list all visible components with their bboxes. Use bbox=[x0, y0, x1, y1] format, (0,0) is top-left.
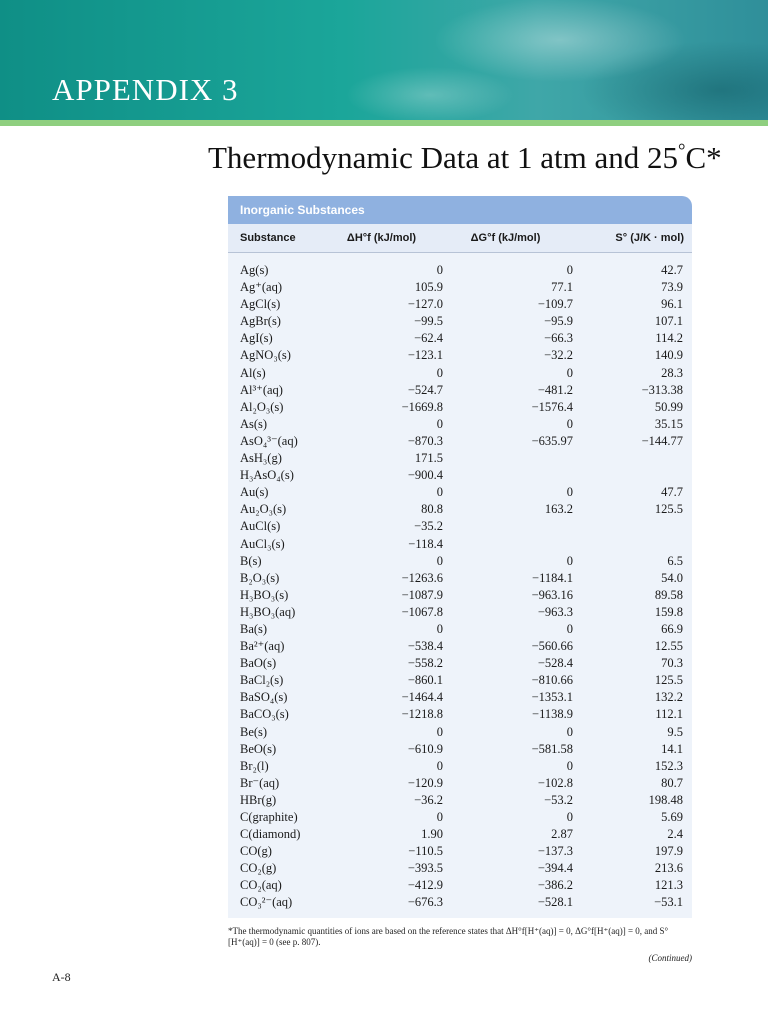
cell-entropy: 80.7 bbox=[661, 775, 683, 790]
cell-entropy: 159.8 bbox=[654, 604, 683, 619]
cell-entropy: 70.3 bbox=[661, 656, 683, 671]
cell-substance: BaO(s) bbox=[240, 656, 277, 671]
cell-enthalpy: −36.2 bbox=[414, 792, 443, 807]
cell-gibbs: 0 bbox=[566, 416, 573, 431]
cell-substance: Au(s) bbox=[240, 485, 269, 500]
cell-gibbs: −66.3 bbox=[544, 331, 573, 346]
col-header-gibbs: ΔG°f (kJ/mol) bbox=[470, 232, 541, 244]
cell-enthalpy: 0 bbox=[436, 263, 443, 277]
cell-substance: Be(s) bbox=[240, 724, 268, 739]
table-row bbox=[228, 621, 692, 638]
cell-entropy: 2.4 bbox=[667, 827, 683, 842]
cell-gibbs: −1576.4 bbox=[531, 399, 573, 414]
cell-enthalpy: −393.5 bbox=[407, 861, 443, 876]
cell-enthalpy: −870.3 bbox=[407, 433, 443, 448]
cell-gibbs bbox=[443, 518, 573, 535]
cell-substance: B(s) bbox=[240, 553, 262, 568]
table-row bbox=[228, 724, 692, 741]
cell-gibbs: −528.4 bbox=[537, 656, 573, 671]
cell-entropy: 96.1 bbox=[661, 297, 683, 312]
cell-gibbs: −102.8 bbox=[537, 775, 573, 790]
cell-enthalpy: 105.9 bbox=[414, 280, 443, 295]
cell-gibbs: 0 bbox=[566, 365, 573, 380]
table-row bbox=[228, 672, 692, 689]
cell-substance: BaCO₃(s) bbox=[240, 707, 289, 722]
cell-gibbs: −560.66 bbox=[531, 639, 573, 654]
cell-entropy: −313.38 bbox=[641, 382, 683, 397]
cell-substance: BaSO₄(s) bbox=[240, 690, 288, 705]
table-row bbox=[228, 689, 692, 706]
footnote: *The thermodynamic quantities of ions are based on the reference states that ΔH°f[H⁺(aq)] = 0, ΔG°f[H⁺(aq)] = 0, and S°[H⁺(aq)] = 0 (see p. 807). bbox=[228, 926, 669, 947]
cell-gibbs bbox=[443, 467, 573, 484]
cell-substance: H₃AsO₄(s) bbox=[240, 468, 294, 483]
table-row bbox=[228, 330, 692, 347]
table-row bbox=[228, 347, 692, 364]
cell-substance: Br⁻(aq) bbox=[240, 775, 280, 790]
cell-gibbs: −581.58 bbox=[531, 741, 573, 756]
cell-substance: AsO₄³⁻(aq) bbox=[240, 433, 298, 448]
cell-entropy: 54.0 bbox=[661, 570, 683, 585]
cell-gibbs: −394.4 bbox=[537, 861, 573, 876]
cell-entropy: 14.1 bbox=[661, 741, 683, 756]
cell-gibbs bbox=[443, 450, 573, 467]
cell-enthalpy: −1669.8 bbox=[401, 399, 443, 414]
cell-enthalpy: 0 bbox=[436, 810, 443, 824]
table-row bbox=[228, 262, 692, 279]
cell-enthalpy: −99.5 bbox=[414, 314, 443, 329]
cell-enthalpy: 80.8 bbox=[421, 502, 443, 517]
section-header: Inorganic Substances bbox=[228, 196, 692, 224]
cell-substance: CO₂(aq) bbox=[240, 878, 282, 893]
cell-enthalpy: −524.7 bbox=[407, 382, 443, 397]
table-row bbox=[228, 279, 692, 296]
cell-substance: Ag⁺(aq) bbox=[240, 280, 282, 295]
cell-enthalpy: −538.4 bbox=[407, 639, 443, 654]
thermo-table bbox=[228, 196, 692, 918]
cell-entropy: 50.99 bbox=[654, 399, 683, 414]
column-headers bbox=[228, 224, 692, 253]
cell-gibbs: 2.87 bbox=[551, 827, 573, 842]
cell-entropy: −53.1 bbox=[654, 895, 683, 910]
cell-entropy: 125.5 bbox=[654, 673, 683, 688]
cell-enthalpy: 0 bbox=[436, 485, 443, 500]
cell-gibbs: −53.2 bbox=[544, 792, 573, 807]
banner-stripe bbox=[0, 120, 768, 126]
cell-substance: BaCl₂(s) bbox=[240, 673, 284, 688]
cell-gibbs: 0 bbox=[566, 485, 573, 500]
cell-entropy: 197.9 bbox=[654, 844, 683, 859]
cell-enthalpy: −412.9 bbox=[407, 878, 443, 893]
cell-gibbs bbox=[443, 536, 573, 553]
cell-enthalpy: −110.5 bbox=[408, 844, 443, 859]
table-row bbox=[228, 501, 692, 518]
table-body bbox=[228, 253, 692, 918]
col-header-enthalpy: ΔH°f (kJ/mol) bbox=[346, 232, 417, 244]
cell-enthalpy: −118.4 bbox=[408, 536, 443, 551]
cell-entropy: 89.58 bbox=[654, 587, 683, 602]
cell-enthalpy: −1087.9 bbox=[401, 587, 443, 602]
cell-gibbs: 163.2 bbox=[544, 502, 573, 517]
cell-gibbs: −32.2 bbox=[544, 348, 573, 363]
cell-substance: HBr(g) bbox=[240, 792, 277, 807]
cell-entropy: 5.69 bbox=[661, 810, 683, 824]
cell-substance: Al₂O₃(s) bbox=[240, 399, 284, 414]
cell-gibbs: −386.2 bbox=[537, 878, 573, 893]
cell-entropy: 132.2 bbox=[654, 690, 683, 705]
cell-entropy: 9.5 bbox=[667, 724, 683, 739]
cell-substance: C(graphite) bbox=[240, 810, 298, 824]
cell-entropy: 114.2 bbox=[655, 331, 683, 346]
cell-enthalpy: −610.9 bbox=[407, 741, 443, 756]
cell-enthalpy: 0 bbox=[436, 416, 443, 431]
table-row bbox=[228, 894, 692, 911]
cell-substance: C(diamond) bbox=[240, 827, 301, 842]
cell-substance: CO₃²⁻(aq) bbox=[240, 895, 293, 910]
cell-gibbs: 0 bbox=[566, 263, 573, 277]
cell-substance: BeO(s) bbox=[240, 741, 277, 756]
cell-enthalpy: −1263.6 bbox=[401, 570, 443, 585]
table-row bbox=[228, 655, 692, 672]
cell-enthalpy: 0 bbox=[436, 621, 443, 636]
cell-substance: AgNO₃(s) bbox=[240, 348, 291, 363]
cell-entropy: 6.5 bbox=[667, 553, 683, 568]
cell-gibbs: 0 bbox=[566, 553, 573, 568]
cell-substance: Au₂O₃(s) bbox=[240, 502, 287, 517]
table-row bbox=[228, 536, 692, 553]
cell-substance: Al(s) bbox=[240, 365, 266, 380]
cell-enthalpy: −123.1 bbox=[407, 348, 443, 363]
cell-substance: AuCl(s) bbox=[240, 519, 281, 534]
cell-gibbs: −1138.9 bbox=[532, 707, 573, 722]
cell-entropy bbox=[573, 518, 683, 535]
cell-entropy: 125.5 bbox=[654, 502, 683, 517]
table-row bbox=[228, 706, 692, 723]
cell-substance: B₂O₃(s) bbox=[240, 570, 280, 585]
cell-enthalpy: −1464.4 bbox=[401, 690, 443, 705]
cell-substance: AgBr(s) bbox=[240, 314, 281, 329]
cell-gibbs: −963.3 bbox=[537, 604, 573, 619]
cell-enthalpy: −62.4 bbox=[414, 331, 443, 346]
cell-entropy: 66.9 bbox=[661, 621, 683, 636]
cell-substance: AgI(s) bbox=[240, 331, 273, 346]
cell-entropy: 140.9 bbox=[654, 348, 683, 363]
table-row bbox=[228, 365, 692, 382]
cell-gibbs: 0 bbox=[566, 758, 573, 773]
table-row bbox=[228, 877, 692, 894]
cell-entropy: 107.1 bbox=[654, 314, 683, 329]
cell-entropy bbox=[573, 467, 683, 484]
cell-gibbs: 0 bbox=[566, 810, 573, 824]
cell-entropy: 42.7 bbox=[661, 263, 683, 277]
cell-substance: H₃BO₃(s) bbox=[240, 587, 289, 602]
table-row bbox=[228, 313, 692, 330]
cell-entropy bbox=[573, 450, 683, 467]
table-row bbox=[228, 741, 692, 758]
page-title: Thermodynamic Data at 1 atm and 25°C* bbox=[208, 140, 722, 175]
cell-substance: Ba²⁺(aq) bbox=[240, 639, 285, 654]
table-row bbox=[228, 518, 692, 535]
table-row bbox=[228, 433, 692, 450]
cell-gibbs: −1184.1 bbox=[532, 570, 573, 585]
cell-gibbs: −109.7 bbox=[537, 297, 573, 312]
cell-gibbs: −1353.1 bbox=[531, 690, 573, 705]
table-row bbox=[228, 775, 692, 792]
cell-enthalpy: 0 bbox=[436, 724, 443, 739]
cell-enthalpy: −1067.8 bbox=[401, 604, 443, 619]
table-row bbox=[228, 792, 692, 809]
cell-enthalpy: −120.9 bbox=[407, 775, 443, 790]
cell-substance: CO₂(g) bbox=[240, 861, 277, 876]
table-row bbox=[228, 399, 692, 416]
cell-enthalpy: −558.2 bbox=[407, 656, 443, 671]
cell-gibbs: 0 bbox=[566, 621, 573, 636]
cell-enthalpy: 171.5 bbox=[414, 451, 443, 466]
cell-entropy: 121.3 bbox=[654, 878, 683, 893]
table-row bbox=[228, 570, 692, 587]
table-row bbox=[228, 553, 692, 570]
cell-enthalpy: −900.4 bbox=[407, 468, 443, 483]
cell-enthalpy: 1.90 bbox=[421, 827, 443, 842]
cell-substance: Al³⁺(aq) bbox=[240, 382, 283, 397]
cell-substance: H₃BO₃(aq) bbox=[240, 604, 296, 619]
cell-gibbs: 77.1 bbox=[551, 280, 573, 295]
cell-gibbs: −635.97 bbox=[531, 433, 573, 448]
cell-entropy: 12.55 bbox=[654, 639, 683, 654]
cell-enthalpy: −1218.8 bbox=[401, 707, 443, 722]
appendix-label: APPENDIX 3 bbox=[52, 72, 239, 107]
cell-gibbs: 0 bbox=[566, 724, 573, 739]
cell-gibbs: −810.66 bbox=[531, 673, 573, 688]
cell-substance: AuCl₃(s) bbox=[240, 536, 285, 551]
table-row bbox=[228, 450, 692, 467]
cell-enthalpy: 0 bbox=[436, 553, 443, 568]
cell-entropy: 198.48 bbox=[648, 792, 683, 807]
cell-enthalpy: 0 bbox=[436, 365, 443, 380]
cell-substance: AgCl(s) bbox=[240, 297, 281, 312]
col-header-entropy: S° (J/K · mol) bbox=[615, 232, 684, 244]
table-row bbox=[228, 467, 692, 484]
cell-substance: Ba(s) bbox=[240, 621, 268, 636]
cell-gibbs: −963.16 bbox=[531, 587, 573, 602]
table-row bbox=[228, 296, 692, 313]
cell-gibbs: −481.2 bbox=[537, 382, 573, 397]
col-header-substance: Substance bbox=[240, 232, 296, 244]
cell-entropy: 73.9 bbox=[661, 280, 683, 295]
cell-enthalpy: −676.3 bbox=[407, 895, 443, 910]
cell-enthalpy: −127.0 bbox=[407, 297, 443, 312]
cell-enthalpy: −860.1 bbox=[407, 673, 443, 688]
cell-entropy bbox=[573, 536, 683, 553]
page-number: A-8 bbox=[52, 970, 71, 984]
cell-substance: AsH₃(g) bbox=[240, 451, 282, 466]
cell-entropy: −144.77 bbox=[641, 433, 683, 448]
table-row bbox=[228, 860, 692, 877]
table-row bbox=[228, 826, 692, 843]
cell-entropy: 152.3 bbox=[654, 758, 683, 773]
table-row bbox=[228, 604, 692, 621]
table-row bbox=[228, 809, 692, 826]
header-banner bbox=[0, 0, 768, 126]
cell-entropy: 28.3 bbox=[661, 365, 683, 380]
cell-substance: CO(g) bbox=[240, 844, 272, 859]
table-row bbox=[228, 843, 692, 860]
cell-entropy: 112.1 bbox=[655, 707, 683, 722]
table-row bbox=[228, 758, 692, 775]
cell-gibbs: −137.3 bbox=[537, 844, 573, 859]
cell-substance: As(s) bbox=[240, 416, 268, 431]
cell-enthalpy: 0 bbox=[436, 758, 443, 773]
cell-substance: Ag(s) bbox=[240, 263, 269, 277]
cell-entropy: 213.6 bbox=[654, 861, 683, 876]
cell-entropy: 35.15 bbox=[654, 416, 683, 431]
cell-gibbs: −528.1 bbox=[537, 895, 573, 910]
table-row bbox=[228, 484, 692, 501]
cell-enthalpy: −35.2 bbox=[414, 519, 443, 534]
cell-entropy: 47.7 bbox=[661, 485, 683, 500]
table-row bbox=[228, 382, 692, 399]
table-row bbox=[228, 638, 692, 655]
continued-note: (Continued) bbox=[648, 953, 692, 963]
table-row bbox=[228, 587, 692, 604]
cell-substance: Br₂(l) bbox=[240, 758, 269, 773]
cell-gibbs: −95.9 bbox=[544, 314, 573, 329]
table-row bbox=[228, 416, 692, 433]
